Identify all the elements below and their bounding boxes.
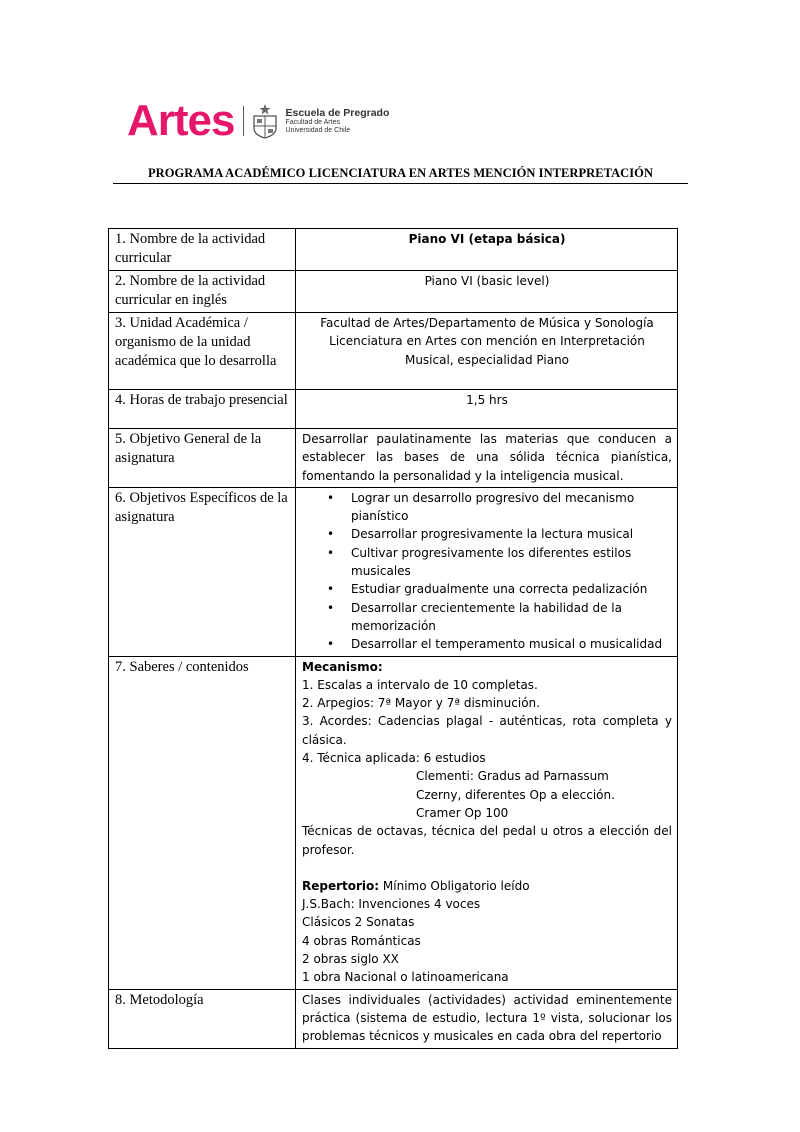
repertorio-item: 4 obras Románticas (302, 933, 421, 948)
row-label: 2. Nombre de la actividad curricular en inglés (109, 271, 296, 313)
row-label: 6. Objetivos Específicos de la asignatura (109, 487, 296, 656)
repertorio-intro: Mínimo Obligatorio leído (379, 878, 530, 893)
mecanismo-item: 2. Arpegios: 7ª Mayor y 7ª disminución. (302, 696, 540, 711)
list-item: • Cultivar progresivamente los diferentes estilos musicales (351, 544, 672, 581)
row-label: 1. Nombre de la actividad curricular (109, 229, 296, 271)
faculty-logo (127, 98, 389, 144)
objectives-list (302, 489, 672, 654)
school-name-block (286, 108, 390, 134)
repertorio-item: J.S.Bach: Invenciones 4 voces (302, 897, 481, 912)
repertorio-line (302, 877, 672, 895)
mecanismo-item: 1. Escalas a intervalo de 10 completas. (302, 677, 538, 692)
list-item: • Lograr un desarrollo progresivo del mecanismo pianístico (351, 489, 672, 526)
university-seal-icon (250, 103, 280, 139)
table-row (109, 313, 678, 390)
repertorio-item: 1 obra Nacional o latinoamericana (302, 970, 509, 985)
mecanismo-heading: Mecanismo: (302, 659, 383, 674)
row-value (296, 656, 678, 989)
estudio-item: Clementi: Gradus ad Parnassum (416, 769, 609, 784)
repertorio-item: Clásicos 2 Sonatas (302, 915, 415, 930)
repertorio-item: 2 obras siglo XX (302, 952, 399, 967)
row-value (296, 487, 678, 656)
table-row (109, 229, 678, 271)
logo-wordmark (127, 96, 235, 145)
program-title: PROGRAMA ACADÉMICO LICENCIATURA EN ARTES MENCIÓN INTERPRETACIÓN (147, 166, 654, 180)
mecanismo-item: 4. Técnica aplicada: 6 estudios (302, 751, 486, 766)
estudio-item: Cramer Op 100 (416, 805, 509, 820)
value-line: Musical, especialidad Piano (404, 352, 570, 367)
table-row (109, 487, 678, 656)
school-faculty: Facultad de Artes (285, 119, 340, 127)
row-value: 1,5 hrs (296, 390, 678, 429)
estudio-item: Czerny, diferentes Op a elección. (416, 787, 615, 802)
row-value (296, 313, 678, 390)
title-underline (113, 183, 688, 184)
list-item: • Desarrollar crecientemente la habilidad de la memorización (351, 599, 672, 636)
row-label: 7. Saberes / contenidos (109, 656, 296, 989)
table-row (109, 429, 678, 488)
list-item: • Desarrollar progresivamente la lectura musical (351, 525, 672, 543)
row-label: 5. Objetivo General de la asignatura (109, 429, 296, 488)
repertorio-heading: Repertorio: (302, 878, 380, 893)
list-item: • Desarrollar el temperamento musical o musicalidad (351, 635, 672, 653)
school-university: Universidad de Chile (285, 126, 351, 134)
row-value: Clases individuales (actividades) actividad eminentemente práctica (sistema de estudio, lectura 1º vista, solucionar los problemas técnicos y musicales en cada obra del repertorio (296, 989, 678, 1048)
spacer (302, 859, 672, 877)
row-value: Piano VI (basic level) (296, 271, 678, 313)
logo-separator (243, 106, 244, 136)
table-row (109, 390, 678, 429)
program-table (108, 228, 678, 1049)
table-row (109, 271, 678, 313)
tecnicas-note: Técnicas de octavas, técnica del pedal u otros a elección del profesor. (302, 824, 672, 857)
logo-wordmark-text: Artes (127, 96, 235, 145)
table-row (109, 989, 678, 1048)
row-label: 4. Horas de trabajo presencial (109, 390, 296, 429)
row-value: Piano VI (etapa básica) (296, 229, 678, 271)
value-line: Licenciatura en Artes con mención en Interpretación (329, 334, 645, 349)
mecanismo-item: 3. Acordes: Cadencias plagal - auténticas, rota completa y clásica. (302, 714, 672, 747)
row-label: 3. Unidad Académica / organismo de la unidad académica que lo desarrolla (109, 313, 296, 390)
value-line: Facultad de Artes/Departamento de Música y Sonología (320, 316, 654, 330)
row-label: 8. Metodología (109, 989, 296, 1048)
row-value: Desarrollar paulatinamente las materias que conducen a establecer las bases de una sólida técnica pianística, fomentando la personalidad y la inteligencia musical. (296, 429, 678, 488)
list-item: • Estudiar gradualmente una correcta pedalización (351, 580, 672, 598)
school-name: Escuela de Pregrado (285, 107, 390, 120)
table-row (109, 656, 678, 989)
